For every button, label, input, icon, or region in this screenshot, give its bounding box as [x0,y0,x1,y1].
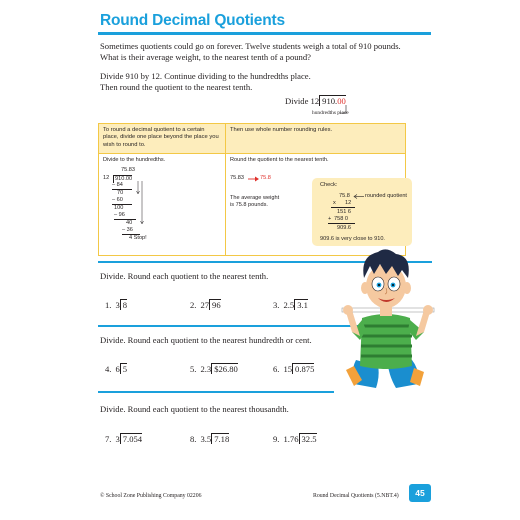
result-line-2: is 75.8 pounds. [230,202,268,208]
check-row-4-op: + [328,216,332,222]
table-header-right: Then use whole number rounding rules. [226,124,405,153]
right-cell-title: Round the quotient to the nearest tenth. [230,157,329,163]
check-row-4: 758 0 [334,216,348,222]
example-divisor: 12 [310,96,320,106]
work-step-1: – 84 [112,182,123,188]
left-cell-title: Divide to the hundredths. [103,157,166,163]
table-header-left: To round a decimal quotient to a certain place, divide one place beyond the place you wish to round to. [99,124,225,153]
problem-8: 8. 3.5 7.18 [190,434,230,444]
check-row-2: 12 [345,200,352,206]
intro-line-4: Then round the quotient to the nearest tenth. [100,82,253,92]
check-row-3: 151 6 [337,209,351,215]
work-step-4: 100 [114,205,124,211]
check-callout [312,178,412,246]
check-row-2-op: x [333,200,336,206]
problem-1: 1. 3 8 [105,300,128,310]
work-step-7: – 36 [122,227,133,233]
cartoon-boy-icon [340,248,436,394]
footer-copyright: © School Zone Publishing Company 02206 [100,493,202,499]
result-line-1: The average weight [230,195,280,201]
work-step-2: 70 [117,190,124,196]
problem-4: 4. 6 5 [105,364,128,374]
intro-line-1: Sometimes quotients could go on forever. Twelve students weigh a total of 910 pounds. [100,41,401,51]
problem-9: 9. 1.76 32.5 [273,434,317,444]
table-divider-horizontal [99,153,405,154]
work-divisor: 12 [103,175,110,181]
section-divider-3 [98,391,334,393]
example-prefix: Divide [285,96,309,106]
table-divider-vertical [225,124,226,255]
page-title: Round Decimal Quotients [100,12,285,29]
work-step-8: 4 Stop! [129,235,147,241]
example-dividend-black: 910. [322,96,338,106]
check-title: Check: [320,182,338,188]
title-underline [98,32,431,35]
work-step-5: – 96 [114,212,125,218]
problem-6: 6. 15 0.875 [273,364,315,374]
section-1-heading: Divide. Round each quotient to the nearest tenth. [100,271,269,281]
check-row-1-note: rounded quotient [365,193,407,199]
problem-3: 3. 2.5 3.1 [273,300,308,310]
work-step-3: – 60 [112,197,123,203]
round-to: 75.8 [260,175,271,181]
section-divider-2 [98,325,358,327]
footer-title: Round Decimal Quotients (5.NBT.4) [313,493,399,499]
problem-2: 2. 27 96 [190,300,221,310]
round-arrow-icon [247,175,261,183]
round-from: 75.83 [230,175,244,181]
work-step-6: 40 [126,220,133,226]
problem-7: 7. 3 7.054 [105,434,143,444]
intro-line-3: Divide 910 by 12. Continue dividing to the hundredths place. [100,71,311,81]
check-row-5: 909.6 [337,225,351,231]
intro-line-2: What is their average weight, to the nearest tenth of a pound? [100,52,311,62]
left-arrow-icon [353,193,365,200]
bring-down-arrows [109,179,145,237]
hundredths-label: hundredths place [312,110,349,116]
section-3-heading: Divide. Round each quotient to the nearest thousandth. [100,404,289,414]
check-row-1: 75.8 [339,193,350,199]
problem-5: 5. 2.3 $26.80 [190,364,238,374]
check-conclusion: 909.6 is very close to 910. [320,236,385,242]
section-2-heading: Divide. Round each quotient to the nearest hundredth or cent. [100,335,312,345]
work-quotient: 75.83 [121,167,135,173]
page-number: 45 [409,484,431,502]
example-dividend-red: 00 [337,96,346,106]
work-dividend: 910.00 [115,176,133,182]
